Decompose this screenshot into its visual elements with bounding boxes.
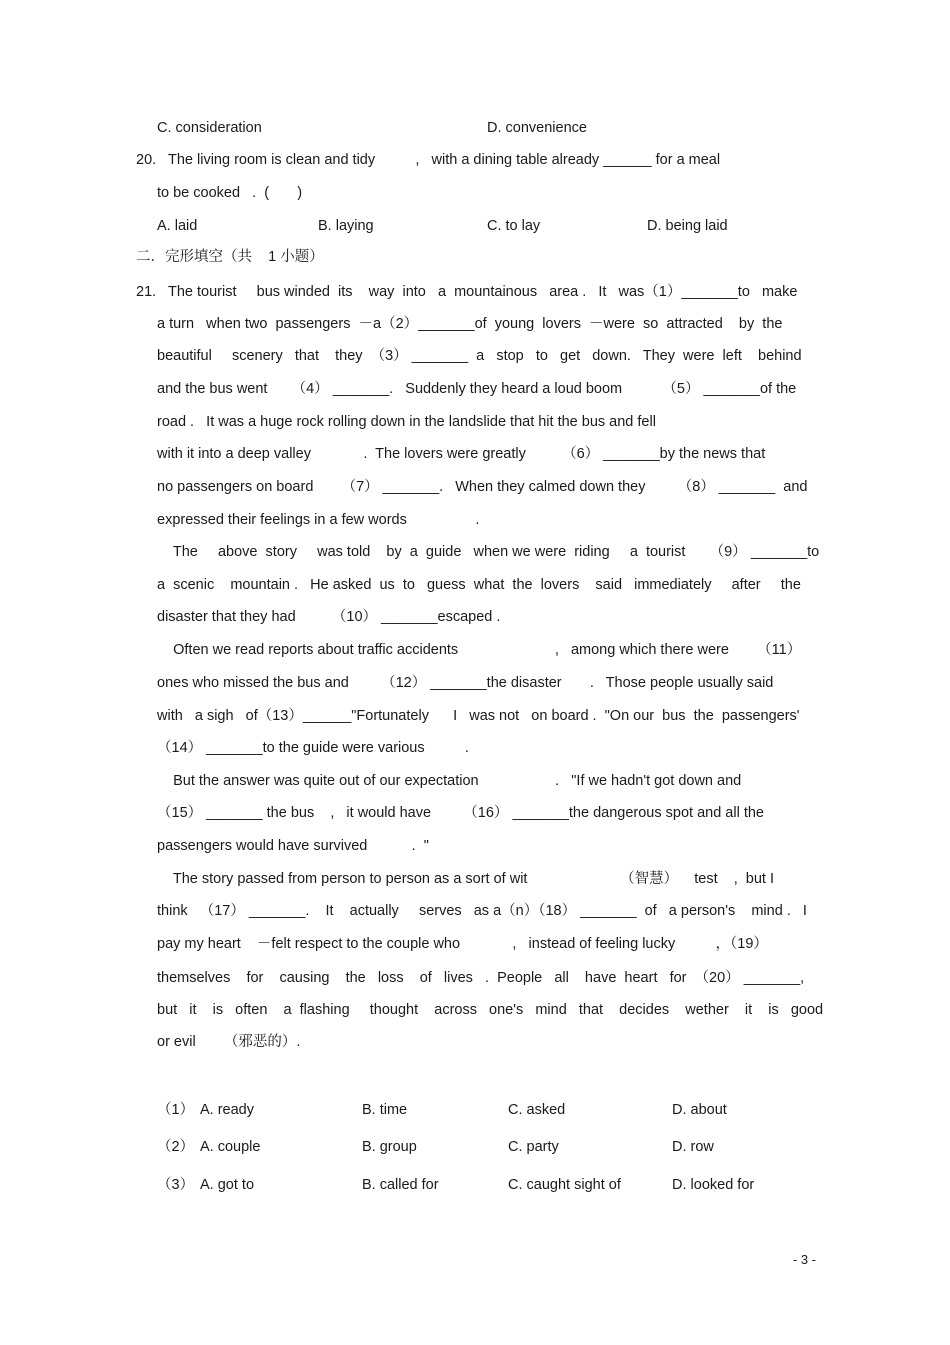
passage-line: with a sigh of（13）______"Fortunately I was not on board . "On our bus the passengers': [157, 708, 800, 724]
passage-line: think （17） _______. It actually serves as a（n）（18） _______ of a person's mind . I: [157, 903, 807, 919]
passage-line: disaster that they had （10） _______escaped .: [157, 609, 501, 625]
passage-line: beautiful scenery that they （3） _______ a stop to get down. They were left behind: [157, 348, 802, 364]
option-a: A. couple: [200, 1139, 261, 1155]
passage-line: or evil （邪恶的）.: [157, 1034, 301, 1050]
passage-line: The story passed from person to person as a sort of wit （智慧） test , but I: [157, 871, 775, 887]
passage-line: 21. The tourist bus winded its way into a mountainous area . It was（1）_______to make: [136, 284, 798, 300]
passage-line: no passengers on board （7） _______. When they calmed down they （8） _______ and: [157, 479, 808, 495]
passage-line: （14） _______to the guide were various .: [157, 740, 469, 756]
passage-line: ones who missed the bus and （12） _______the disaster . Those people usually said: [157, 675, 774, 691]
option-d: D. about: [672, 1102, 727, 1118]
passage-line: pay my heart －felt respect to the couple who , instead of feeling lucky ，（19）: [157, 936, 768, 952]
section-heading-cloze: 二．完形填空（共 1 小题）: [136, 249, 324, 265]
passage-line: but it is often a flashing thought across one's mind that decides wether it is good: [157, 1002, 824, 1018]
option-a: A. got to: [200, 1177, 255, 1193]
passage-line: road . It was a huge rock rolling down in the landslide that hit the bus and fell: [157, 414, 656, 430]
passage-line: a scenic mountain . He asked us to guess what the lovers said immediately after the: [157, 577, 801, 593]
passage-line: （15） _______ the bus , it would have （16） _______the dangerous spot and all the: [157, 805, 764, 821]
q19-option-c: C. consideration: [157, 120, 262, 136]
option-d: D. looked for: [672, 1177, 755, 1193]
option-b: B. group: [362, 1139, 417, 1155]
passage-line: with it into a deep valley . The lovers were greatly （6） _______by the news that: [157, 446, 766, 462]
option-d: D. row: [672, 1139, 714, 1155]
option-number: （1）: [157, 1102, 195, 1118]
passage-line: and the bus went （4） _______. Suddenly they heard a loud boom （5） _______of the: [157, 381, 797, 397]
passage-line: expressed their feelings in a few words .: [157, 512, 480, 528]
page-number: - 3 -: [792, 1252, 816, 1267]
q19-option-d: D. convenience: [487, 120, 587, 136]
option-a: A. ready: [200, 1102, 254, 1118]
passage-line: But the answer was quite out of our expectation . "If we hadn't got down and: [157, 773, 742, 789]
passage-line: themselves for causing the loss of lives . People all have heart for （20） _______,: [157, 970, 805, 986]
option-number: （3）: [157, 1177, 195, 1193]
option-number: （2）: [157, 1139, 195, 1155]
q20-option-c: C. to lay: [487, 218, 541, 234]
passage-line: passengers would have survived . ": [157, 838, 429, 854]
option-c: C. party: [508, 1139, 559, 1155]
q20-option-b: B. laying: [318, 218, 374, 234]
passage-line: The above story was told by a guide when we were riding a tourist （9） _______to: [157, 544, 820, 560]
option-b: B. time: [362, 1102, 408, 1118]
q20-option-a: A. laid: [157, 218, 198, 234]
passage-line: a turn when two passengers －a（2）_______of young lovers －were so attracted by the: [157, 316, 783, 332]
q20-option-d: D. being laid: [647, 218, 728, 234]
option-b: B. called for: [362, 1177, 439, 1193]
passage-line: Often we read reports about traffic accidents , among which there were （11）: [157, 642, 802, 658]
q20-stem-line2: to be cooked . ( ): [157, 185, 303, 201]
q20-stem-line1: 20. The living room is clean and tidy , with a dining table already ______ for a meal: [136, 152, 721, 168]
option-c: C. caught sight of: [508, 1177, 621, 1193]
option-c: C. asked: [508, 1102, 566, 1118]
